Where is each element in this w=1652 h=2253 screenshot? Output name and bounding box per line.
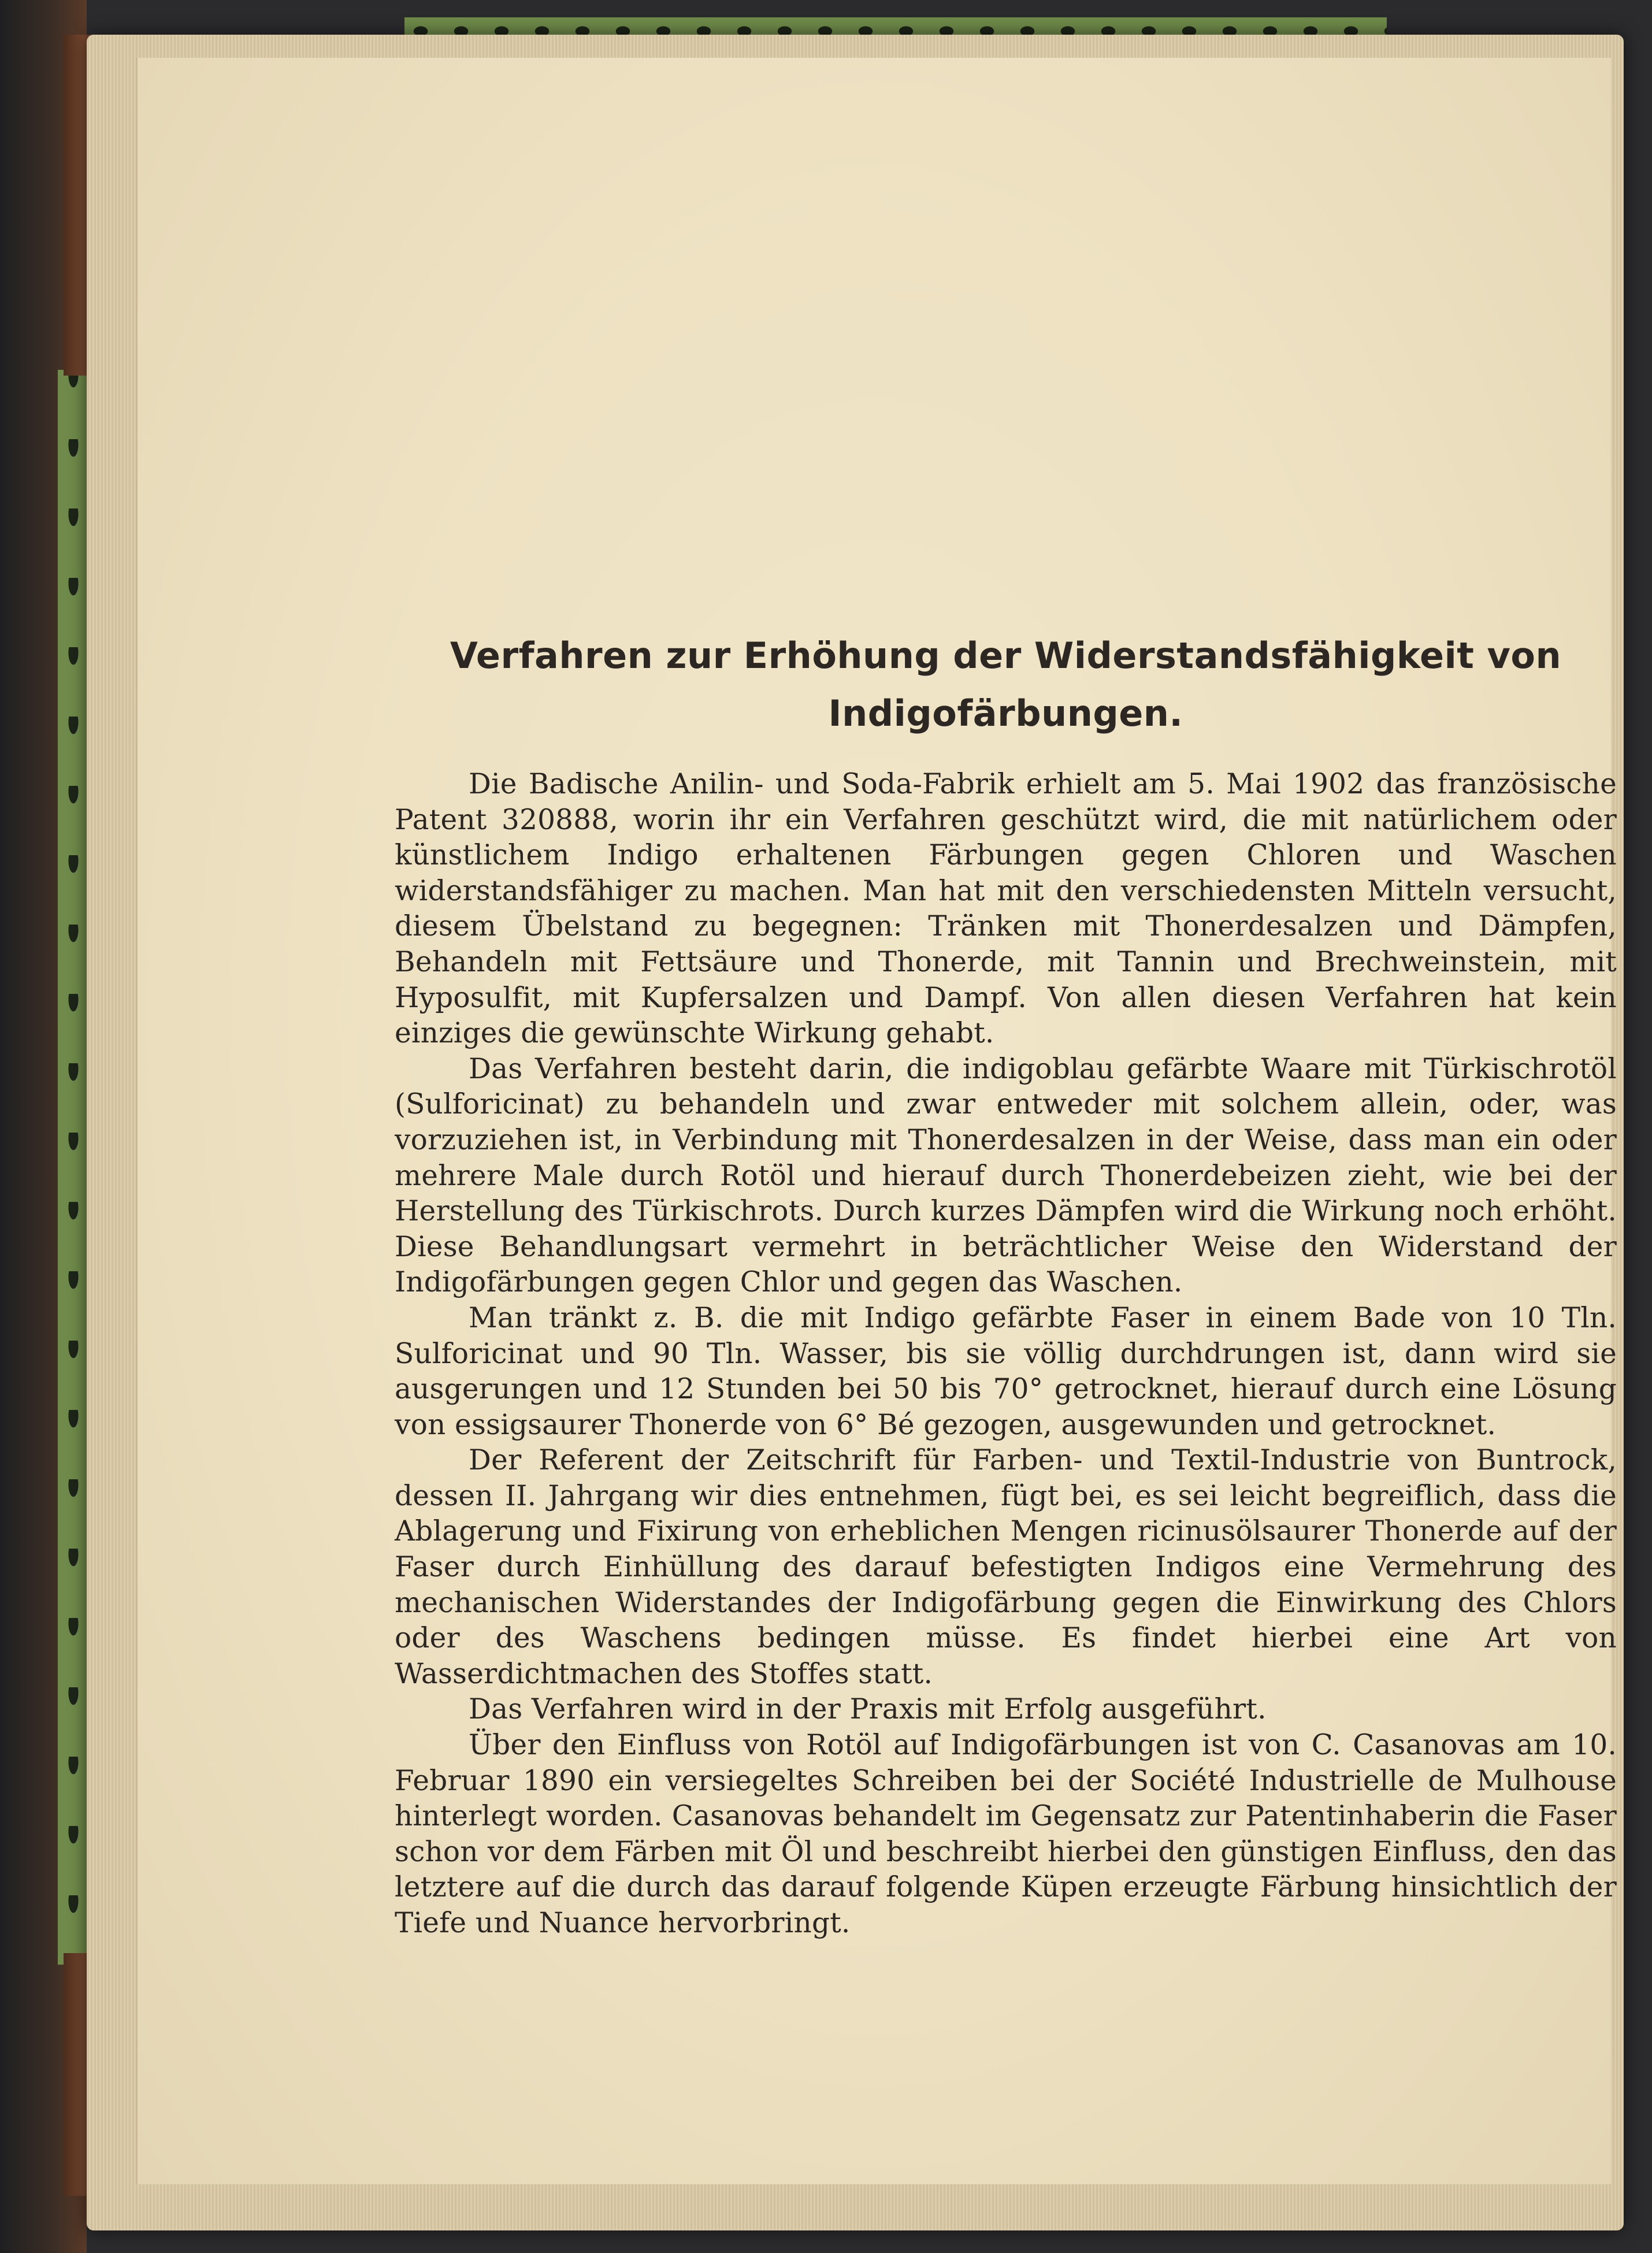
title-line-1: Verfahren zur Erhöhung der Widerstandsfähigkeit von (450, 634, 1562, 677)
paragraph-1: Die Badische Anilin- und Soda-Fabrik erhielt am 5. Mai 1902 das französische Patent 320888, worin ihr ein Verfahren geschützt wird, die mit natürlichem oder künstlichem Indigo erhaltenen Färbungen gegen Chloren und Waschen widerstandsfähiger zu machen. Man hat mit den verschiedensten Mitteln versucht, diesem Übelstand zu begegnen: Tränken mit Thonerdesalzen und Dämpfen, Behandeln mit Fettsäure und Thonerde, mit Tannin und Brechweinstein, mit Hyposulfit, mit Kupfersalzen und Dampf. Von allen diesen Verfahren hat kein einziges die gewünschte Wirkung gehabt. (395, 768, 1617, 1050)
title-line-2: Indigofärbungen. (828, 692, 1183, 734)
article (395, 627, 1617, 1942)
paragraph-3: Man tränkt z. B. die mit Indigo gefärbte Faser in einem Bade von 10 Tln. Sulforicinat und 90 Tln. Wasser, bis sie völlig durchdrungen ist, dann wird sie ausgerungen und 12 Stunden bei 50 bis 70° getrocknet, hierauf durch eine Lösung von essigsaurer Thonerde von 6° Bé gezogen, ausgewunden und getrocknet. (395, 1301, 1617, 1441)
paragraph-4: Der Referent der Zeitschrift für Farben- und Textil-Industrie von Buntrock, dessen II. Jahrgang wir dies entnehmen, fügt bei, es sei leicht begreiflich, dass die Ablagerung und Fixirung von erheblichen Mengen ricinusölsaurer Thonerde auf der Faser durch Einhüllung des darauf befestigten Indigos eine Vermehrung des mechanischen Widerstandes der Indigofärbung gegen die Einwirkung des Chlors oder des Waschens bedingen müsse. Es findet hierbei eine Art von Wasserdichtmachen des Stoffes statt. (395, 1444, 1617, 1690)
paragraph-5: Das Verfahren wird in der Praxis mit Erfolg ausgeführt. (469, 1693, 1267, 1726)
paragraph-2: Das Verfahren besteht darin, die indigoblau gefärbte Waare mit Türkischrotöl (Sulforicinat) zu behandeln und zwar entweder mit solchem allein, oder, was vorzuziehen ist, in Verbindung mit Thonerdesalzen in der Weise, dass man ein oder mehrere Male durch Rotöl und hierauf durch Thonerdebeizen zieht, wie bei der Herstellung des Türkischrots. Durch kurzes Dämpfen wird die Wirkung noch erhöht. Diese Behandlungsart vermehrt in beträchtlicher Weise den Widerstand der Indigofärbungen gegen Chlor und gegen das Waschen. (395, 1052, 1617, 1299)
paragraph-6: Über den Einfluss von Rotöl auf Indigofärbungen ist von C. Casanovas am 10. Februar 1890 ein versiegeltes Schreiben bei der Société Industrielle de Mulhouse hinterlegt worden. Casanovas behandelt im Gegensatz zur Patentinhaberin die Faser schon vor dem Färben mit Öl und beschreibt hierbei den günstigen Einfluss, den das letztere auf die durch das darauf folgende Küpen erzeugte Färbung hinsichtlich der Tiefe und Nuance hervorbringt. (395, 1729, 1617, 1939)
article-title (395, 627, 1617, 743)
article-body (395, 767, 1617, 1942)
book-page (136, 58, 1617, 2184)
